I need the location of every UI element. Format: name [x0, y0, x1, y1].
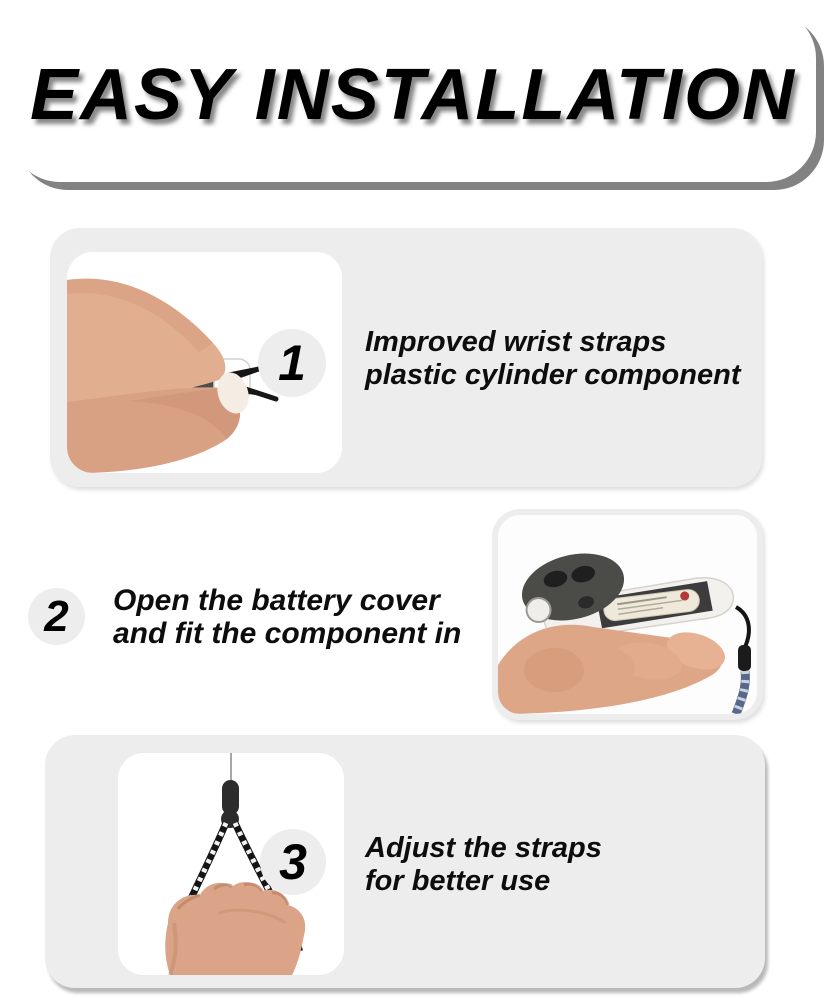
step-1-caption-line-1: Improved wrist straps	[365, 326, 667, 358]
step-3-number: 3	[279, 834, 307, 890]
step-3-caption	[365, 832, 602, 898]
step-3-panel	[45, 735, 765, 988]
step-1-caption-line-2: plastic cylinder component	[365, 359, 741, 391]
hand-holding-remote-open-battery-cover-photo	[498, 515, 757, 714]
step-1-caption	[365, 326, 740, 392]
step-3-number-badge	[260, 829, 326, 895]
step-2-number-badge	[28, 588, 85, 645]
step-2-number: 2	[44, 591, 69, 641]
page-title: EASY INSTALLATION	[29, 55, 797, 135]
step-1-panel	[50, 228, 762, 487]
step-2-caption-line-2: and fit the component in	[113, 617, 462, 650]
step-3-caption-line-2: for better use	[365, 865, 551, 897]
step-2-photo-box	[498, 515, 757, 714]
step-3-caption-line-1: Adjust the straps	[365, 832, 602, 864]
step-1-number-badge	[258, 329, 326, 397]
step-2-caption	[113, 584, 461, 650]
step-2-caption-line-1: Open the battery cover	[113, 584, 440, 617]
header-banner	[10, 8, 816, 182]
step-1-number: 1	[278, 335, 306, 391]
step-2-panel	[492, 509, 763, 720]
